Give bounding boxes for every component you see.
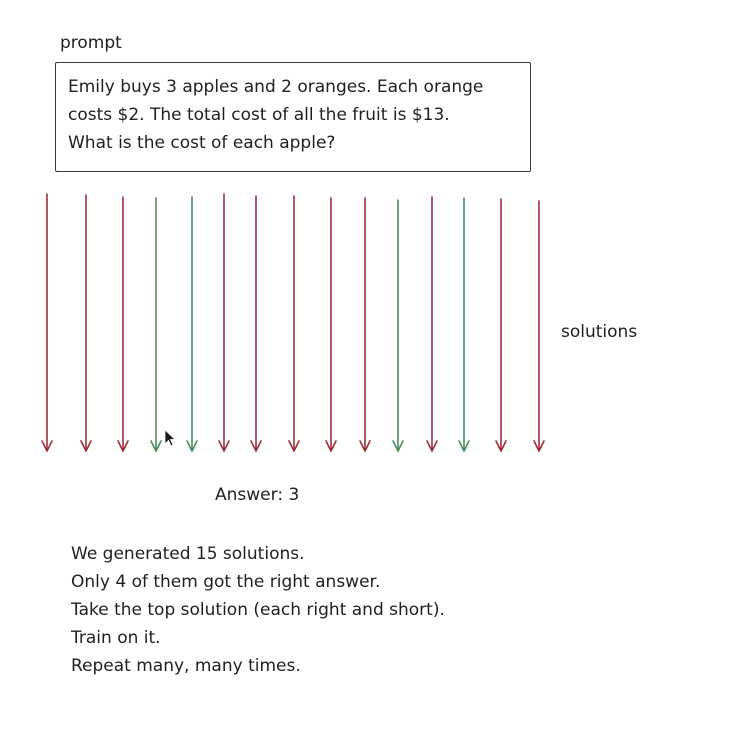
solution-arrow-12-wrong [427, 197, 437, 451]
solution-arrow-7-wrong [251, 196, 261, 451]
solution-arrow-3-wrong [118, 197, 128, 451]
solution-arrow-11-right [393, 200, 403, 451]
solution-arrow-8-wrong [289, 196, 299, 451]
solutions-label: solutions [561, 322, 638, 342]
summary-line-4: Train on it. [71, 628, 161, 648]
solution-arrow-9-wrong [326, 198, 336, 451]
solution-arrow-6-wrong [219, 194, 229, 451]
solution-arrow-5-right [187, 197, 197, 451]
summary-line-1: We generated 15 solutions. [71, 544, 305, 564]
summary-line-3: Take the top solution (each right and short). [71, 600, 445, 620]
summary-line-5: Repeat many, many times. [71, 656, 301, 676]
solution-arrow-1-wrong [42, 194, 52, 451]
prompt-label: prompt [60, 33, 122, 53]
summary-line-2: Only 4 of them got the right answer. [71, 572, 381, 592]
solution-arrow-4-right [151, 198, 161, 451]
prompt-line-2: costs $2. The total cost of all the fruit is $13. [68, 105, 450, 125]
prompt-line-3: What is the cost of each apple? [68, 133, 336, 153]
solution-arrow-14-wrong [496, 199, 506, 451]
solution-arrow-13-right [459, 198, 469, 451]
answer-label: Answer: 3 [215, 485, 300, 505]
solution-arrow-2-wrong [81, 195, 91, 451]
mouse-cursor-icon [165, 430, 175, 446]
solution-arrow-15-wrong [534, 201, 544, 451]
prompt-line-1: Emily buys 3 apples and 2 oranges. Each orange [68, 77, 484, 97]
solution-arrow-10-wrong [360, 198, 370, 451]
summary-text [71, 540, 445, 680]
